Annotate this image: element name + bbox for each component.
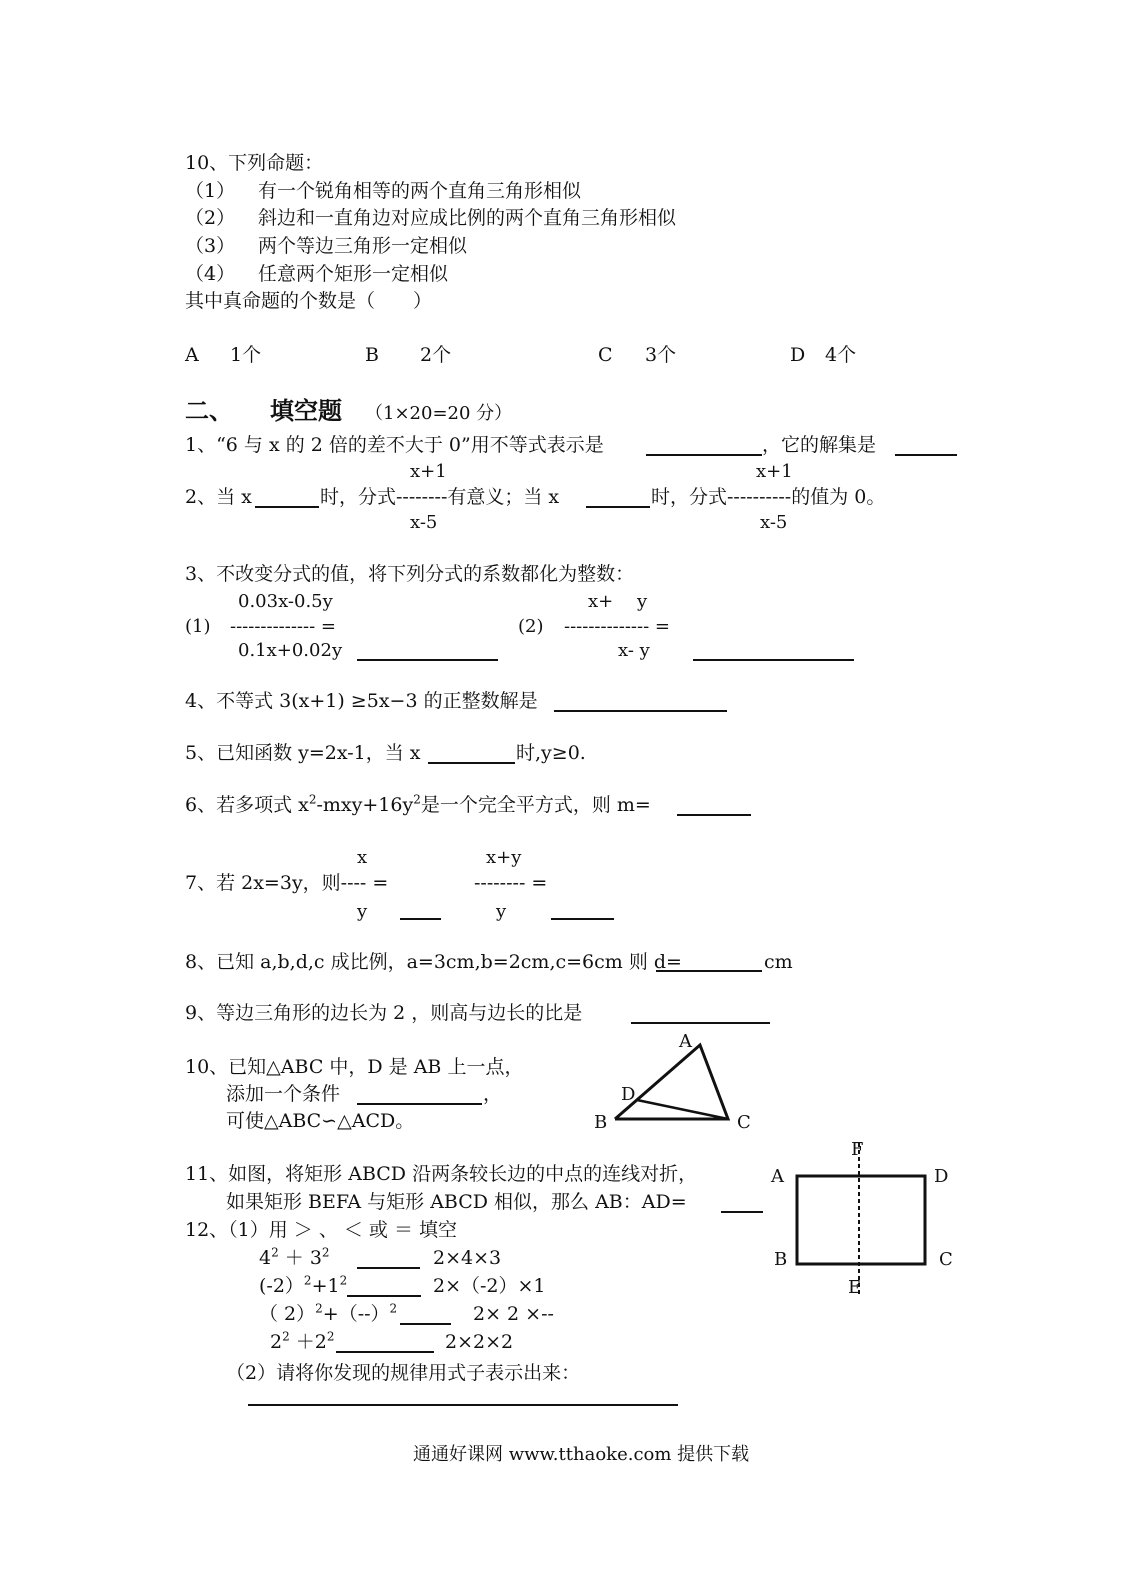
q12-rule-blank[interactable] <box>248 1404 678 1406</box>
q10-item-2-num: （2） <box>185 207 236 229</box>
q12-line-2: （2）请将你发现的规律用式子表示出来： <box>226 1362 581 1384</box>
q12-r1-a: 4 <box>259 1247 272 1269</box>
option-c-letter: C <box>598 344 613 366</box>
q10-item-2-text: 斜边和一直角边对应成比例的两个直角三角形相似 <box>258 207 677 229</box>
q10-blank[interactable] <box>357 1103 482 1105</box>
q8-text-a: 8、已知 a,b,d,c 成比例，a=3cm,b=2cm,c=6cm 则 d= <box>185 951 682 973</box>
q3-2-bar: -------------- = <box>564 616 670 637</box>
q12-row-3-right: 2× 2 ×-- <box>473 1303 554 1325</box>
q6-text <box>185 794 651 816</box>
q8-text-b: cm <box>764 951 793 973</box>
q12-line-1: 12、（1）用 ＞ 、 ＜ 或 ＝ 填空 <box>185 1219 458 1241</box>
q1-blank-1[interactable] <box>646 454 762 456</box>
q10-item-1-text: 有一个锐角相等的两个直角三角形相似 <box>258 180 582 202</box>
rectangle-figure <box>765 1135 965 1300</box>
q7-blank-1[interactable] <box>400 918 441 920</box>
q6-sup-1: 2 <box>308 792 317 807</box>
q10-line-3: 可使△ABC∽△ACD。 <box>226 1110 415 1132</box>
q12-row-3-left <box>259 1303 397 1325</box>
q1-text-b: ，它的解集是 <box>762 434 877 456</box>
q2-text-a: 2、当 x <box>185 486 252 508</box>
q10-item-3-text: 两个等边三角形一定相似 <box>258 235 468 257</box>
q12-row-1-right: 2×4×3 <box>433 1247 502 1269</box>
q11-line-1: 11、如图，将矩形 ABCD 沿两条较长边的中点的连线对折， <box>185 1163 698 1185</box>
q2-text-b: 时，分式--------有意义；当 x <box>320 486 560 508</box>
section-title: 填空题 <box>270 397 342 425</box>
q12-r1-sup-2: 2 <box>321 1245 330 1260</box>
q10-item-4-num: （4） <box>185 263 236 285</box>
option-a-text: 1个 <box>230 344 262 366</box>
q12-r3-a: （ 2） <box>259 1303 316 1325</box>
q4-blank[interactable] <box>554 710 727 712</box>
q7-numerator-1: x <box>357 847 368 868</box>
q10-line-2-comma: ， <box>483 1083 503 1105</box>
q1-blank-2[interactable] <box>895 454 957 456</box>
q6-text-a: 6、若多项式 x <box>185 794 309 816</box>
q5-blank[interactable] <box>428 762 515 764</box>
q6-sup-2: 2 <box>413 792 421 807</box>
q3-1-label: (1) <box>185 616 211 637</box>
q11-line-2: 如果矩形 BEFA 与矩形 ABCD 相似，那么 AB：AD= <box>226 1191 687 1213</box>
q12-r4-a: 2 <box>270 1331 283 1353</box>
q3-2-label: (2) <box>518 616 544 637</box>
q12-r3-sup-1: 2 <box>315 1301 323 1316</box>
q4-text: 4、不等式 3(x+1) ≥5x−3 的正整数解是 <box>185 690 538 712</box>
q12-r4-b: ＋2 <box>289 1331 327 1353</box>
q7-denominator-1: y <box>357 901 368 922</box>
vertex-b-label: B <box>594 1112 608 1133</box>
q3-1-denominator: 0.1x+0.02y <box>238 640 343 661</box>
q3-2-numerator: x+ y <box>588 591 648 612</box>
q12-r1-b: ＋ 3 <box>278 1247 322 1269</box>
q7-numerator-2: x+y <box>486 847 522 868</box>
q3-1-numerator: 0.03x-0.5y <box>238 591 333 612</box>
q3-1-bar: -------------- = <box>230 616 336 637</box>
q2-blank-2[interactable] <box>586 506 650 508</box>
q9-text: 9、等边三角形的边长为 2 ，则高与边长的比是 <box>185 1002 583 1024</box>
q12-blank-1[interactable] <box>357 1267 420 1269</box>
point-d-label: D <box>621 1084 636 1105</box>
q2-text-c: 时，分式----------的值为 0。 <box>651 486 886 508</box>
q12-r4-sup-2: 2 <box>326 1329 335 1344</box>
q12-r2-sup-2: 2 <box>339 1273 348 1288</box>
q12-r3-sup-2: 2 <box>389 1301 398 1316</box>
q6-blank[interactable] <box>677 814 751 816</box>
triangle-figure <box>585 1025 760 1135</box>
vertex-a-label-rect: A <box>771 1166 784 1187</box>
vertex-d-label-rect: D <box>934 1166 949 1187</box>
q12-r4-sup-1: 2 <box>282 1329 290 1344</box>
q3-text: 3、不改变分式的值，将下列分式的系数都化为整数： <box>185 563 635 585</box>
q2-numerator-2: x+1 <box>756 461 793 482</box>
point-e-label: E <box>848 1277 862 1298</box>
option-a-letter: A <box>185 344 199 366</box>
q2-blank-1[interactable] <box>255 506 319 508</box>
q2-denominator-1: x-5 <box>410 512 438 533</box>
q7-text-a: 7、若 2x=3y，则---- = <box>185 872 389 894</box>
vertex-b-label-rect: B <box>774 1249 788 1270</box>
option-b-text: 2个 <box>420 344 452 366</box>
q3-1-blank[interactable] <box>357 659 498 661</box>
q10-title: 10、下列命题： <box>185 152 324 174</box>
q6-text-c: 是一个完全平方式，则 m= <box>420 794 651 816</box>
q10-line-1: 10、已知△ABC 中，D 是 AB 上一点， <box>185 1056 524 1078</box>
q7-text-b: -------- = <box>474 872 548 894</box>
q6-text-b: -mxy+16y <box>316 794 414 816</box>
option-b-letter: B <box>365 344 379 366</box>
q12-blank-4[interactable] <box>336 1351 434 1353</box>
q12-row-1-left <box>259 1247 330 1269</box>
q1-text: 1、“6 与 x 的 2 倍的差不大于 0”用不等式表示是 <box>185 434 604 456</box>
q12-row-4-left <box>270 1331 335 1353</box>
q12-r2-b: +1 <box>311 1275 340 1297</box>
vertex-a-label: A <box>679 1031 692 1052</box>
option-d-text: 4个 <box>825 344 857 366</box>
q10-item-1-num: （1） <box>185 180 236 202</box>
q12-blank-2[interactable] <box>347 1295 421 1297</box>
q12-row-2-left <box>259 1275 347 1297</box>
q3-2-blank[interactable] <box>693 659 854 661</box>
q12-row-4-right: 2×2×2 <box>445 1331 514 1353</box>
section-number: 二、 <box>185 397 233 425</box>
vertex-c-label: C <box>737 1112 751 1133</box>
q8-blank[interactable] <box>656 970 762 972</box>
q10-item-4-text: 任意两个矩形一定相似 <box>258 263 449 285</box>
q10-item-3-num: （3） <box>185 235 236 257</box>
q12-r2-a: (-2） <box>259 1275 304 1297</box>
point-f-label: F <box>851 1139 864 1160</box>
q9-blank[interactable] <box>631 1022 770 1024</box>
q12-r2-sup-1: 2 <box>303 1273 312 1288</box>
q12-row-2-right: 2×（-2）×1 <box>433 1275 546 1297</box>
vertex-c-label-rect: C <box>939 1249 953 1270</box>
footer-text: 通通好课网 www.tthaoke.com 提供下载 <box>413 1444 750 1465</box>
q5-text-a: 5、已知函数 y=2x-1，当 x <box>185 742 421 764</box>
q5-text-b: 时,y≥0. <box>516 742 586 764</box>
q7-denominator-2: y <box>496 901 507 922</box>
q12-blank-3[interactable] <box>400 1323 451 1325</box>
q2-numerator-1: x+1 <box>410 461 447 482</box>
q11-blank[interactable] <box>721 1211 763 1213</box>
segment-cd <box>637 1100 728 1119</box>
q7-blank-2[interactable] <box>551 918 614 920</box>
option-d-letter: D <box>790 344 806 366</box>
q10-question: 其中真命题的个数是（ ） <box>185 290 433 312</box>
q2-denominator-2: x-5 <box>760 512 788 533</box>
q10-line-2: 添加一个条件 <box>226 1083 341 1105</box>
q12-r3-b: +（--） <box>322 1303 390 1325</box>
option-c-text: 3个 <box>645 344 677 366</box>
section-score: （1×20=20 分） <box>365 403 513 424</box>
q3-2-denominator: x- y <box>618 640 650 661</box>
rectangle-abcd <box>797 1176 925 1264</box>
q12-r1-sup-1: 2 <box>271 1245 279 1260</box>
